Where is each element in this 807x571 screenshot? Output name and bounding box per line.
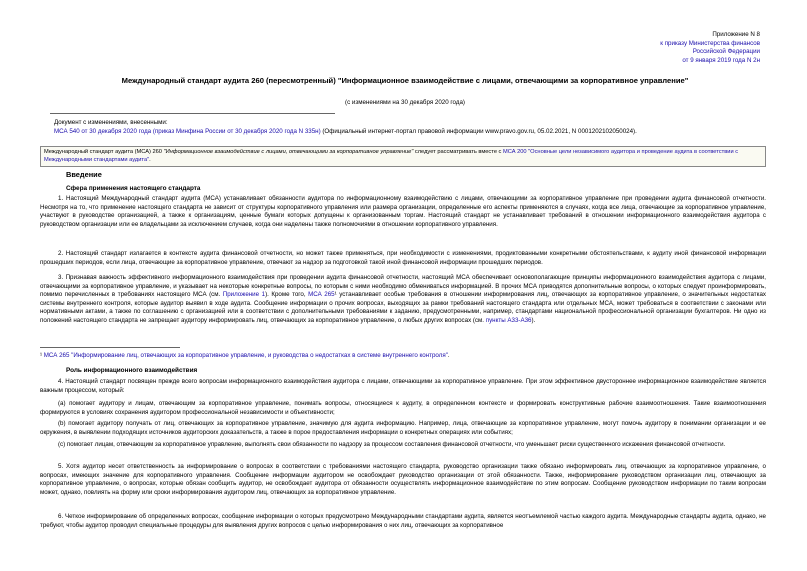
document-subtitle: (с изменениями на 30 декабря 2020 года) — [345, 99, 465, 106]
paragraph-2: 2. Настоящий стандарт излагается в контексте аудита финансовой отчетности, но может также применяться, при необходимости с изменениями, продиктованными конкретными обстоятельствами, к аудиту иной финансовой информации прошедших периодов, если лица, отвечающие за корпоративное управление, отвечают за надзор за подготовкой такой иной финансовой информации прошедших периодов. — [40, 250, 766, 266]
appendix-reference — [660, 31, 760, 65]
paragraph-1: 1. Настоящий Международный стандарт аудита (МСА) устанавливает обязанности аудитора по информационному взаимодействию с лицами, отвечающими за корпоративное управление при проведении аудита финансовой отчетности. Несмотря на то, что применение настоящего стандарта не зависит от структуры корпоративного управления или размера организации, определенные его аспекты применяются в случаях, когда все лица, отвечающие за корпоративное управление, участвуют в руководстве организацией, а также к организациям, ценные бумаги которых допущены к организованным торгам. Настоящий стандарт не устанавливает требований в отношении информационного взаимодействия аудитора с руководством организации или ее владельцами за исключением случаев, когда они наделены также полномочиями в отношении корпоративного управления. — [40, 195, 766, 228]
note-italic: "Информационное взаимодействие с лицами, отвечающими за корпоративное управление" — [163, 149, 414, 155]
document-title: Международный стандарт аудита 260 (пересмотренный) "Информационное взаимодействие с лицами, отвечающими за корпоративное управление" — [121, 76, 689, 85]
appendix-date[interactable]: от 9 января 2019 года N 2н — [682, 56, 760, 64]
note-text-3: . — [149, 156, 151, 163]
footnote — [40, 352, 450, 359]
divider — [50, 113, 335, 114]
paragraph-6: 6. Четкое информирование об определенных вопросах, сообщение информации о которых предусмотрено Международными стандартами аудита, является неотъемлемой частью каждого аудита. Международные стандарты аудита, однако, не требуют, чтобы аудитор проводил специальные процедуры для выявления других вопросов с целью информирования о них лиц, отвечающих за корпоративное — [40, 513, 766, 529]
paragraph-5: 5. Хотя аудитор несет ответственность за информирование о вопросах в соответствии с требованиями настоящего стандарта, руководство организации также обязано информировать лиц, отвечающих за корпоративное управление, о вопросах, имеющих значение для корпоративного управления. Сообщение информации аудитором не освобождает руководство организации от этой обязанности. Также, информирование руководством организации лиц, отвечающих за корпоративное управление, о вопросах, которые обязан сообщить аудитор, не освобождает аудитора от обязанности осуществлять информационное взаимодействие по этим вопросам. Сообщение руководством информации по таким вопросам может, однако, повлиять на форму или сроки информирования аудитором лиц, отвечающих за корпоративное управление. — [40, 463, 766, 496]
msa200-link[interactable]: МСА 200 "Основные цели независимого аудитора и проведение аудита в соответствии с Международными стандартами аудита" — [44, 149, 739, 163]
paragraph-4b: (b) помогает аудитору получать от лиц, отвечающих за корпоративное управление, значимую для аудита информацию. Например, лица, отвечающие за корпоративное управление, могут помочь аудитору в понимании организации и ее окружения, в выявлении подходящих источников аудиторских доказательств, а также в порое предоставления информации о конкретных операциях или событиях; — [40, 420, 766, 436]
appendix-order-link[interactable]: к приказу Министерства финансов — [660, 39, 760, 47]
changes-source: (Официальный интернет-портал правовой информации www.pravo.gov.ru, 05.02.2021, N 0001202102050024). — [320, 128, 637, 135]
note-box — [40, 146, 766, 167]
p3-text-b: ). Кроме того, — [265, 291, 309, 299]
appendix-1-link[interactable]: Приложение 1 — [222, 291, 266, 299]
p3-text-c: ¹ устанавливает особые требования в отношении информирования лиц, отвечающих за корпоративное управление, о значительных недостатках системы внутреннего контроля, которые аудитор выявил в ходе аудита. Сообщение информации о прочих вопросах, выходящих за рамки требований настоящего стандарта или отдельных МСА, может требоваться в соответствии с законами или нормативными актами, а также по соглашению с организацией или в соответствии с дополнительными требованиями к заданию, предусмотренными, например, стандартами национальной профессиональной организации бухгалтеров. Ни одно из положений настоящего стандарта не запрещает аудитору информировать лиц, отвечающих за корпоративное управление, о любых других вопросах (см. — [40, 291, 766, 324]
changes-line — [54, 128, 637, 135]
msa540-link[interactable]: МСА 540 от 30 декабря 2020 года — [54, 128, 152, 135]
appendix-number: Приложение N 8 — [712, 31, 760, 38]
p3-text-d: ). — [531, 316, 536, 324]
changes-label: Документ с изменениями, внесенными: — [54, 119, 168, 126]
order-335n-link[interactable]: (приказ Минфина России от 30 декабря 2020 года N 335н) — [152, 128, 321, 135]
paragraphs-a33-a36-link[interactable]: пункты А33-А36 — [485, 316, 532, 324]
p3-text-a: 3. Признавая важность эффективного информационного взаимодействия при проведении аудита финансовой отчетности, настоящий МСА обеспечивает основополагающие принципы информационного взаимодействия аудитора с лицами, отвечающими за корпоративное управление, и указывает на некоторые конкретные вопросы, по которым с ними необходимо обмениваться информацией. В прочих МСА приводятся дополнительные вопросы, о которых следует проинформировать, помимо перечисленных в требованиях настоящего МСА (см. — [40, 274, 766, 299]
note-text-2: следует рассматривать вместе с — [413, 149, 503, 155]
paragraph-3 — [40, 274, 766, 344]
paragraph-4: 4. Настоящий стандарт посвящен прежде всего вопросам информационного взаимодействия аудитора с лицами, отвечающими за корпоративное управление. При этом эффективное двустороннее информационное взаимодействие является важным процессом, который: — [40, 378, 766, 394]
paragraph-4c: (c) помогает лицам, отвечающим за корпоративное управление, выполнять свои обязанности по надзору за процессом составления финансовой отчетности, что уменьшает риски существенного искажения финансовой отчетности. — [58, 441, 726, 448]
heading-introduction: Введение — [66, 170, 102, 179]
heading-scope: Сфера применения настоящего стандарта — [66, 185, 201, 192]
footnote-end: . — [447, 352, 450, 359]
footnote-mark: ¹ — [40, 352, 44, 359]
note-text-1: Международный стандарт аудита (МСА) 260 — [44, 149, 164, 155]
footnote-msa265-link[interactable]: МСА 265 "Информирование лиц, отвечающих за корпоративное управление, и руководства о недостатках в системе внутреннего контроля" — [43, 352, 448, 359]
appendix-country[interactable]: Российской Федерации — [692, 48, 760, 56]
footnote-divider — [40, 347, 180, 348]
paragraph-4a: (а) помогает аудитору и лицам, отвечающим за корпоративное управление, понимать вопросы, относящиеся к аудиту, в определенном контексте и формировать конструктивные рабочие взаимоотношения. Такие взаимоотношения формируются в условиях сохранения аудитором профессиональной независимости и объективности; — [40, 400, 766, 416]
heading-role: Роль информационного взаимодействия — [66, 367, 198, 374]
msa265-link[interactable]: МСА 265 — [308, 291, 335, 299]
